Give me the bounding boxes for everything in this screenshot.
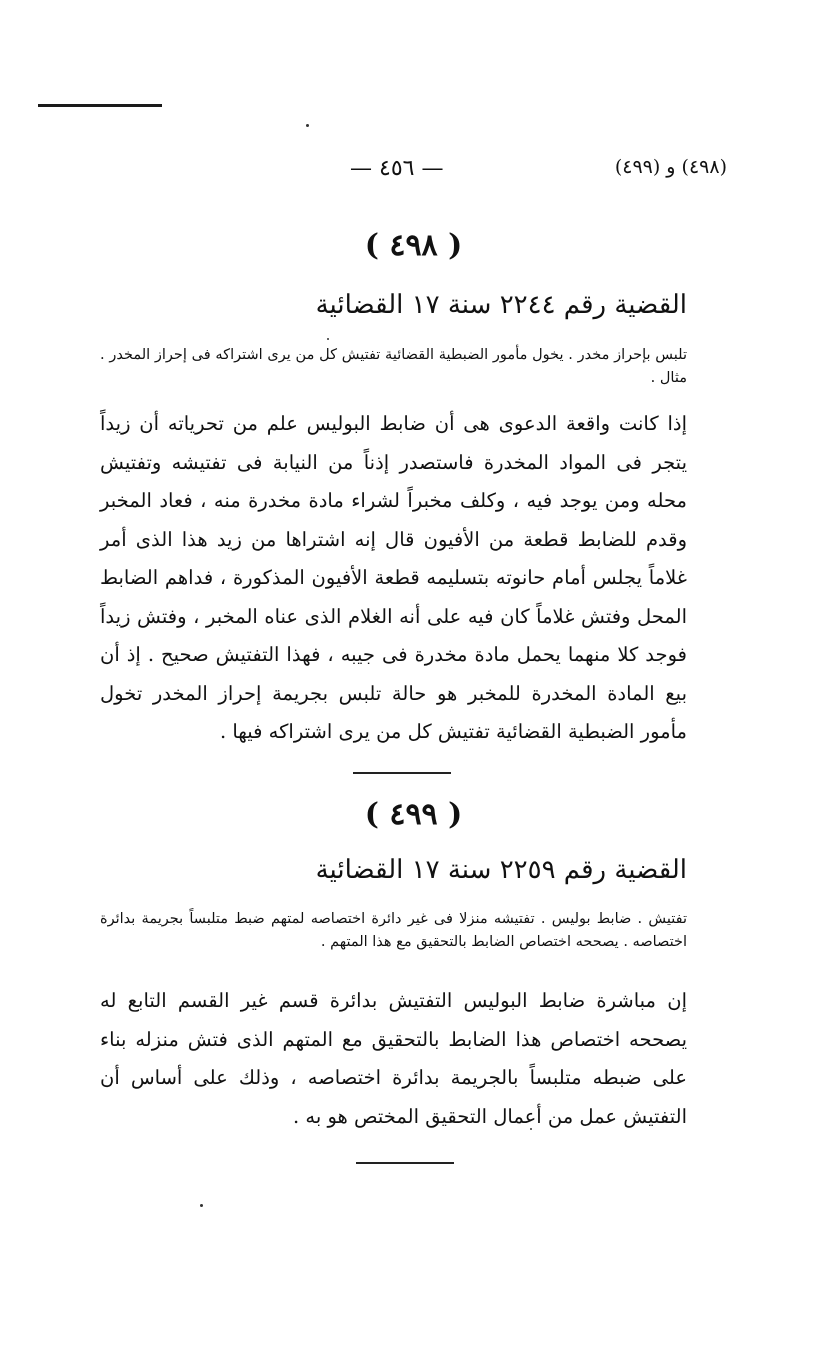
case-number: ( ٤٩٩ )	[364, 797, 463, 832]
case-number: ( ٤٩٨ )	[364, 228, 463, 263]
case-title: القضية رقم ٢٢٥٩ سنة ١٧ القضائية	[315, 855, 687, 885]
case-summary: تفتيش . ضابط بوليس . تفتيشه منزلا فى غير دائرة اختصاصه لمتهم ضبط متلبساً بجريمة بدائرة اختصاصه . يصححه اختصاص الضابط بالتحقيق مع هذا المتهم .	[100, 911, 687, 950]
case-summary: تلبس بإحراز مخدر . يخول مأمور الضبطية القضائية تفتيش كل من يرى اشتراكه فى إحراز المخدر . مثال .	[100, 347, 687, 386]
scan-speck	[200, 1204, 203, 1207]
scan-speck	[327, 338, 329, 340]
page-number: — ٤٥٦ —	[350, 156, 444, 181]
section-divider	[356, 1162, 454, 1164]
scan-mark-rule	[38, 104, 162, 107]
scan-speck	[306, 124, 309, 127]
page-header	[100, 152, 727, 188]
case-body: إن مباشرة ضابط البوليس التفتيش بدائرة قسم غير القسم التابع له يصححه اختصاص هذا الضابط بالتحقيق مع المتهم الذى فتش منزله بناء على ضبطه متلبساً بالجريمة بدائرة اختصاصه ، وذلك على أساس أن التفتيش عمل من أعمال التحقيق المختص هو به .	[100, 989, 687, 1128]
case-body: إذا كانت واقعة الدعوى هى أن ضابط البوليس علم من تحرياته أن زيداً يتجر فى المواد المخدرة فاستصدر إذناً من النيابة فى تفتيشه وتفتيش محله ومن يوجد فيه ، وكلف مخبراً لشراء مادة مخدرة منه ، فعاد المخبر وقدم للضابط قطعة من الأفيون قال إنه اشتراها من زيد هذا الذى أمر غلاماً يجلس أمام حانوته بتسليمه قطعة الأفيون المذكورة ، فداهم الضابط المحل وفتش غلاماً كان فيه على أنه الغلام الذى عناه المخبر ، وفتش زيداً فوجد كلا منهما يحمل مادة مخدرة فى جيبه ، فهذا التفتيش صحيح . إذ أن بيع المادة المخدرة للمخبر هو حالة تلبس بجريمة إحراز المخدر تخول مأمور الضبطية القضائية تفتيش كل من يرى اشتراكه فيها .	[100, 412, 687, 743]
section-divider	[353, 772, 451, 774]
case-title: القضية رقم ٢٢٤٤ سنة ١٧ القضائية	[315, 290, 687, 320]
running-head: (٤٩٨) و (٤٩٩)	[614, 156, 727, 178]
